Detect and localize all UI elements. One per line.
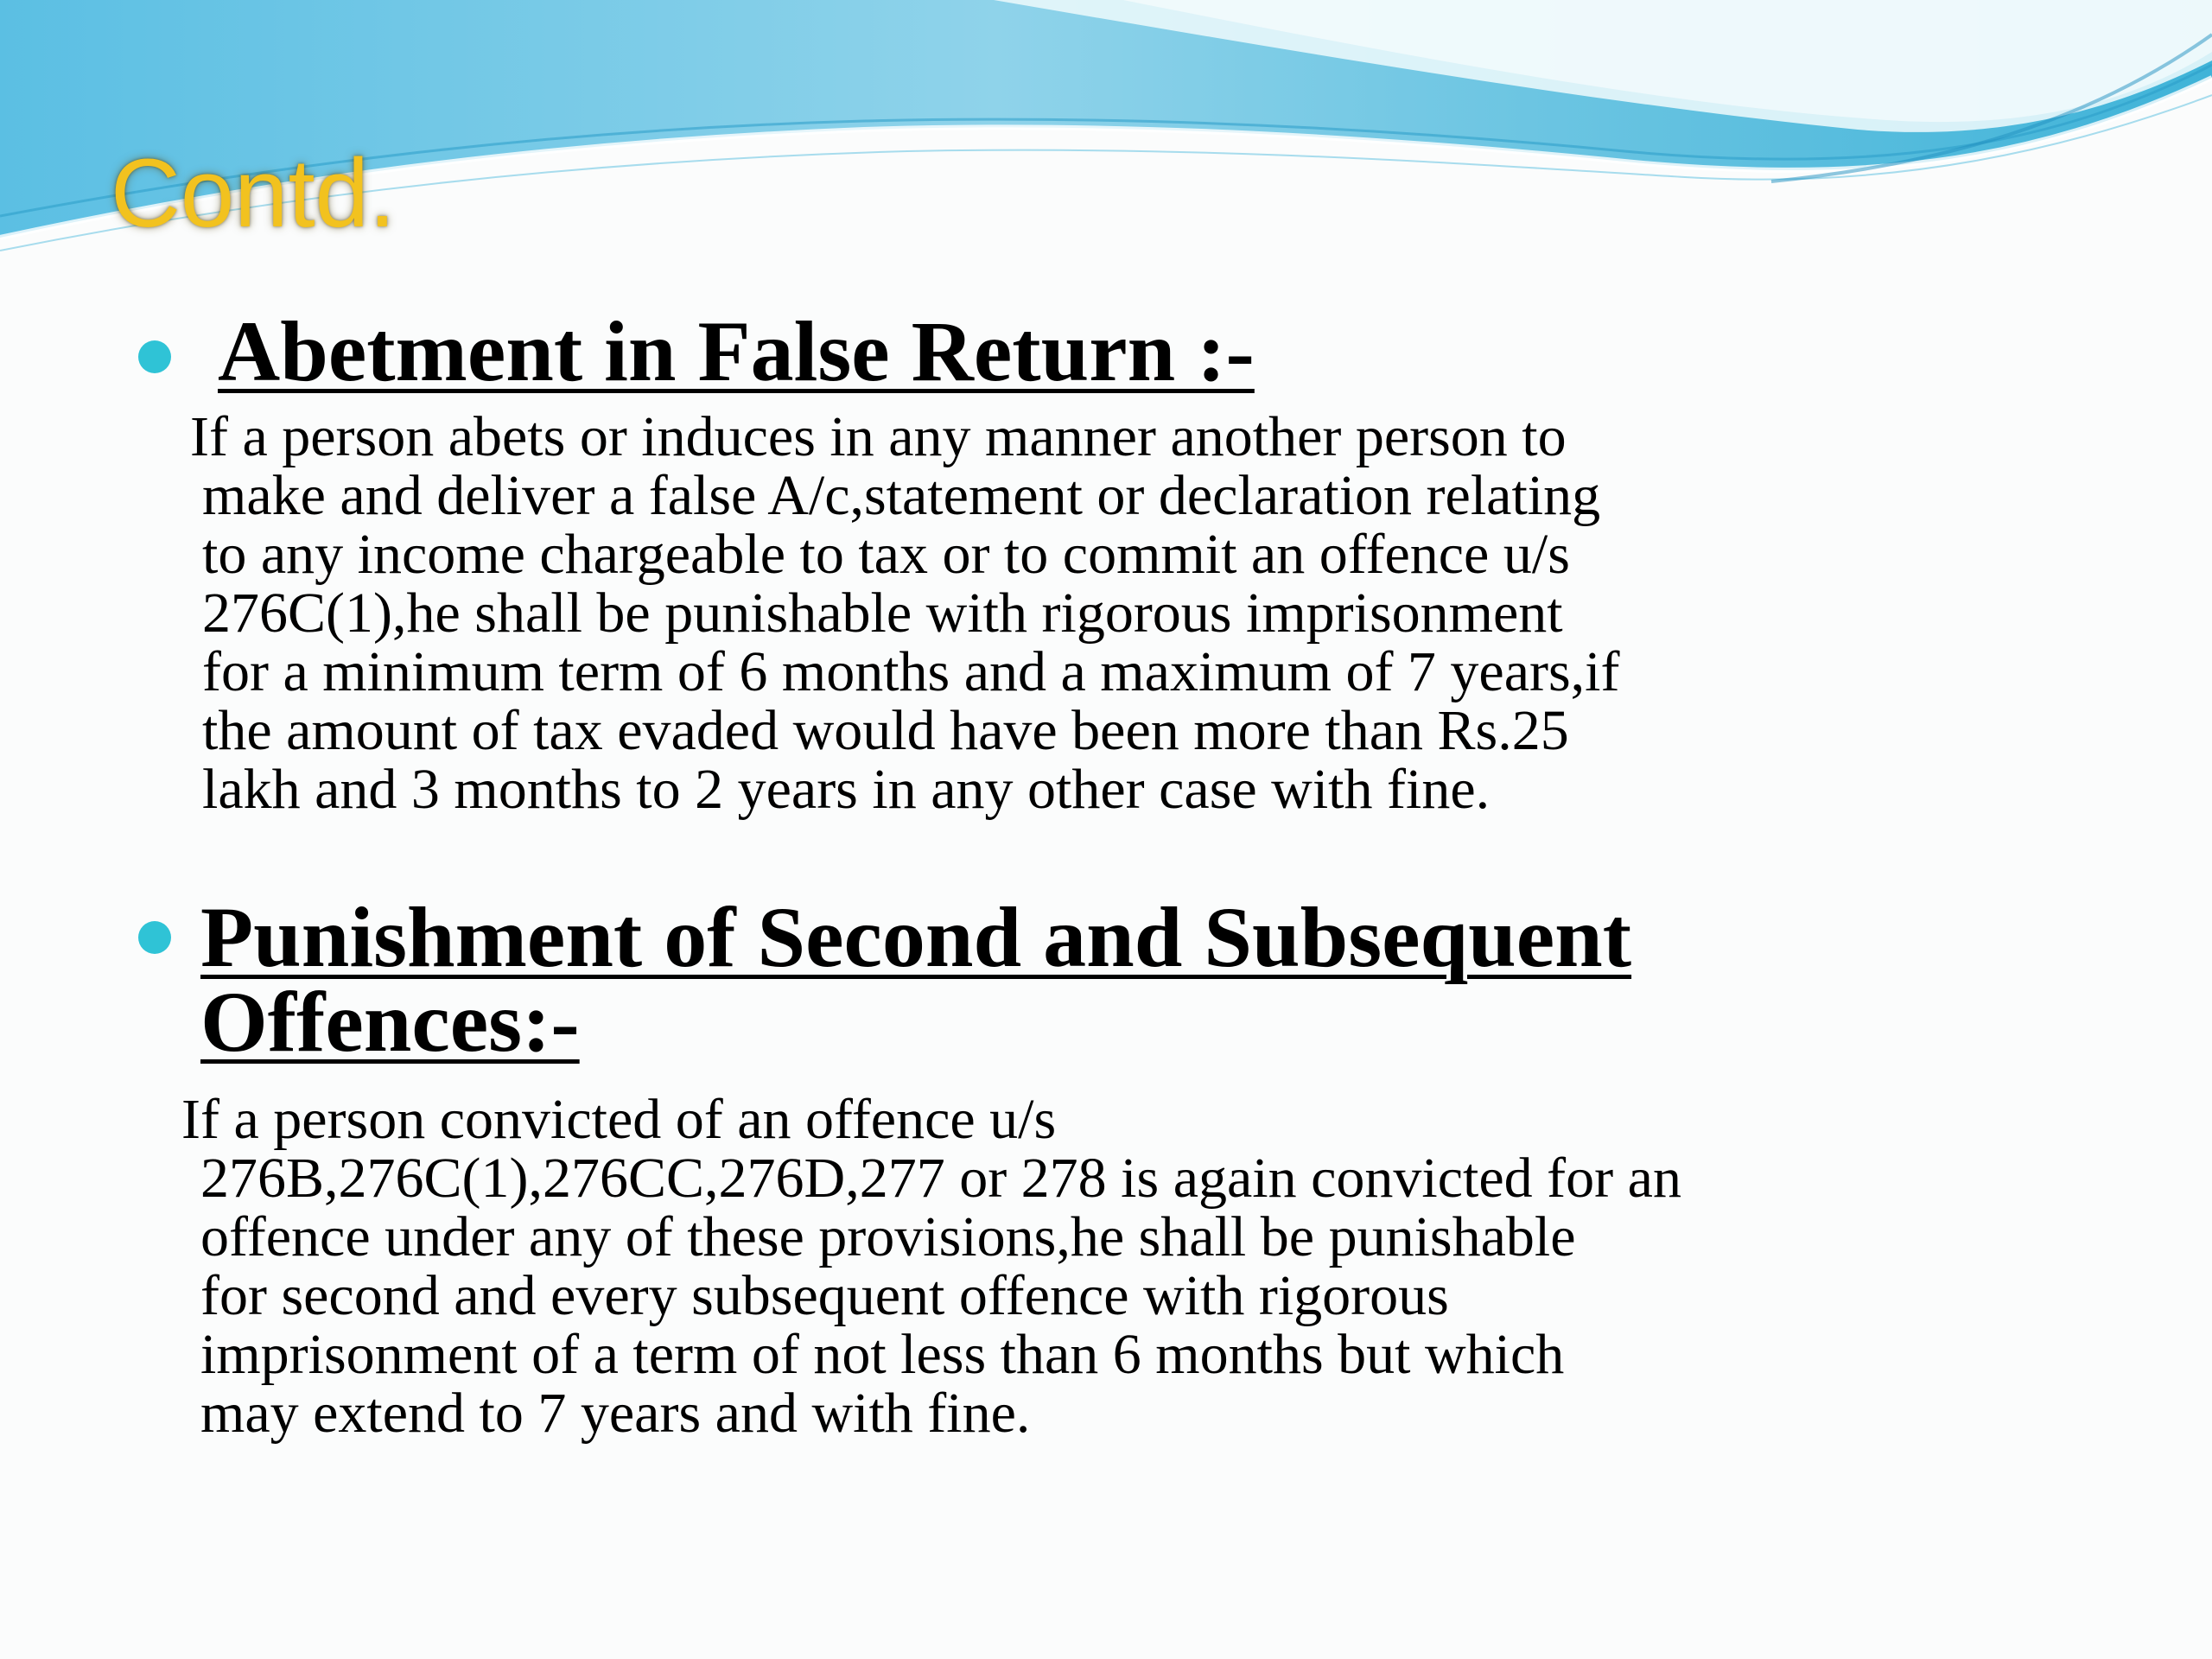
section-heading: Abetment in False Return :- xyxy=(218,303,1255,399)
section-subsequent-offences xyxy=(138,889,2082,1445)
bullet-dot xyxy=(138,921,171,954)
slide-title: Contd. xyxy=(111,139,396,247)
body-line: imprisonment of a term of not less than 6 months but which xyxy=(200,1323,1565,1386)
heading-line: Offences:- xyxy=(200,974,580,1070)
body-line: make and deliver a false A/c,statement or declaration relating xyxy=(202,464,1601,527)
body-line: for a minimum term of 6 months and a maximum of 7 years,if xyxy=(202,640,1620,703)
bullet-dot xyxy=(138,340,171,373)
body-line: 276B,276C(1),276CC,276D,277 or 278 is again convicted for an xyxy=(200,1147,1681,1210)
section-body xyxy=(138,1090,2082,1443)
section-abetment xyxy=(138,303,2082,821)
body-line: If a person abets or induces in any manner another person to xyxy=(190,405,1567,468)
body-line: the amount of tax evaded would have been more than Rs.25 xyxy=(202,699,1569,762)
body-line: 276C(1),he shall be punishable with rigorous imprisonment xyxy=(202,582,1563,645)
body-line: offence under any of these provisions,he shall be punishable xyxy=(200,1205,1576,1268)
section-body xyxy=(138,405,2082,821)
section-heading xyxy=(138,889,2082,1070)
body-line: If a person convicted of an offence u/s xyxy=(181,1088,1057,1151)
heading-line: Punishment of Second and Subsequent xyxy=(200,889,1632,985)
body-line: may extend to 7 years and with fine. xyxy=(200,1382,1031,1445)
body-line: to any income chargeable to tax or to commit an offence u/s xyxy=(202,523,1570,586)
body-line: lakh and 3 months to 2 years in any other case with fine. xyxy=(202,758,1491,821)
body-line: for second and every subsequent offence with rigorous xyxy=(200,1264,1449,1327)
